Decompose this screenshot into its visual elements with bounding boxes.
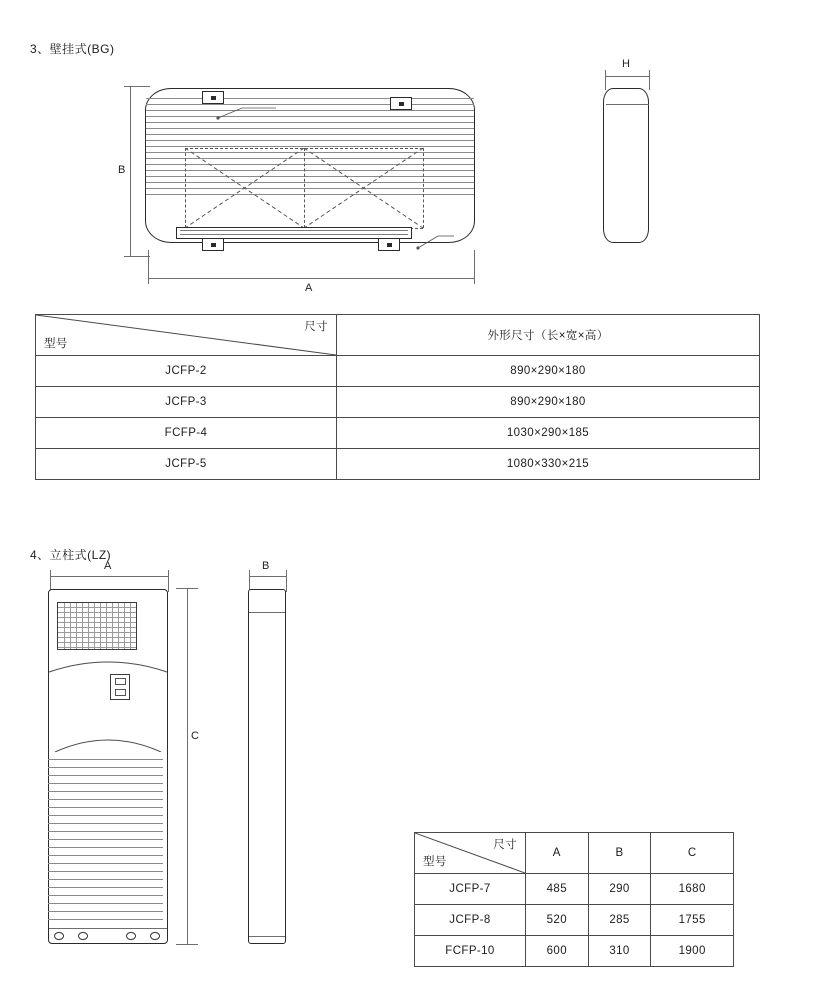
table-row: [36, 449, 760, 480]
cell-model: JCFP-8: [415, 905, 526, 936]
control-panel: [110, 674, 130, 700]
internal-dashed-crosses: [185, 148, 423, 228]
cell-model: JCFP-5: [36, 449, 337, 480]
column-side-view: [248, 589, 286, 944]
cell-model: FCFP-10: [415, 936, 526, 967]
column-foot-mid-right: [126, 932, 136, 940]
table-row: [415, 905, 734, 936]
table-row-header: [415, 833, 734, 874]
table-row: [36, 387, 760, 418]
column-foot-right: [150, 932, 160, 940]
cell-b: 310: [588, 936, 651, 967]
cell-c: 1680: [651, 874, 734, 905]
cell-a: 485: [526, 874, 589, 905]
header-label-size: 尺寸: [304, 321, 328, 333]
unit-base-bar-inner: [180, 230, 408, 235]
cell-b: 285: [588, 905, 651, 936]
section-title-lz: 4、立柱式(LZ): [30, 548, 112, 562]
header-diagonal: [36, 315, 336, 355]
column-side-base-line: [249, 936, 285, 937]
table-row: [415, 936, 734, 967]
header-label-model-lz: 型号: [423, 856, 447, 868]
dim-tick-c-lz-bottom: [176, 944, 198, 945]
cell-a: 520: [526, 905, 589, 936]
dim-line-b-lz: [249, 576, 286, 577]
dim-label-a-lz: A: [104, 560, 112, 572]
cell-b: 290: [588, 874, 651, 905]
column-foot-mid-left: [78, 932, 88, 940]
dim-tick-b-lz-right: [286, 570, 287, 592]
cell-dimension: 890×290×180: [337, 387, 760, 418]
grille-curve-divider: [49, 652, 167, 676]
table-row: [36, 418, 760, 449]
dim-tick-b-top: [124, 86, 150, 87]
cell-model: JCFP-2: [36, 356, 337, 387]
dim-tick-c-lz-top: [176, 588, 198, 589]
section-title-bg: 3、壁挂式(BG): [30, 42, 115, 56]
cell-model: JCFP-7: [415, 874, 526, 905]
dim-label-c-lz: C: [191, 730, 199, 742]
table-row: [415, 874, 734, 905]
dim-tick-a-left: [148, 250, 149, 284]
cell-dimension: 1080×330×215: [337, 449, 760, 480]
control-panel-window-bottom: [115, 689, 126, 696]
cell-model: FCFP-4: [36, 418, 337, 449]
header-cell-model-dimension: [36, 315, 337, 356]
header-label-size-lz: 尺寸: [493, 839, 517, 851]
dim-label-a: A: [305, 282, 313, 294]
unit-side-view: [603, 88, 649, 243]
header-cell-overall-size: 外形尺寸（长×宽×高）: [337, 315, 760, 356]
dim-tick-h-left: [605, 70, 606, 90]
column-side-fold-line: [249, 612, 285, 613]
column-unit-drawing: [0, 560, 400, 976]
header-cell-b: B: [588, 833, 651, 874]
dim-tick-a-right: [474, 250, 475, 284]
dim-line-b-vertical: [130, 86, 131, 256]
header-cell-model-dimension-lz: [415, 833, 526, 874]
dim-line-a-lz: [50, 576, 168, 577]
dim-label-b-lz: B: [262, 560, 270, 572]
cell-c: 1900: [651, 936, 734, 967]
dim-tick-h-right: [649, 70, 650, 90]
mount-tab-top-left: [202, 91, 224, 104]
cell-model: JCFP-3: [36, 387, 337, 418]
mount-tab-top-right: [390, 97, 412, 110]
header-cell-c: C: [651, 833, 734, 874]
column-foot-left: [54, 932, 64, 940]
spec-table-lz: [414, 832, 734, 967]
dim-tick-b-bottom: [124, 256, 150, 257]
table-row-header: [36, 315, 760, 356]
cell-a: 600: [526, 936, 589, 967]
header-cell-a: A: [526, 833, 589, 874]
cell-dimension: 890×290×180: [337, 356, 760, 387]
mount-tab-bottom-right: [378, 238, 400, 251]
side-view-fold-line: [606, 104, 649, 105]
table-row: [36, 356, 760, 387]
dim-tick-a-lz-right: [168, 570, 169, 592]
dim-line-a-horizontal: [148, 278, 474, 279]
cell-dimension: 1030×290×185: [337, 418, 760, 449]
dim-label-b: B: [118, 164, 126, 176]
spec-table-bg: [35, 314, 760, 480]
dim-line-h-horizontal: [605, 76, 649, 77]
dim-label-h: H: [622, 58, 630, 70]
column-air-grille: [57, 602, 137, 650]
wall-mounted-unit-drawing: [0, 60, 830, 310]
dim-line-c-lz: [187, 588, 188, 944]
column-base-line: [49, 928, 167, 929]
mount-tab-bottom-left: [202, 238, 224, 251]
control-panel-window-top: [115, 678, 126, 685]
cell-c: 1755: [651, 905, 734, 936]
header-label-model: 型号: [44, 338, 68, 350]
column-lower-louvers: [48, 739, 163, 927]
